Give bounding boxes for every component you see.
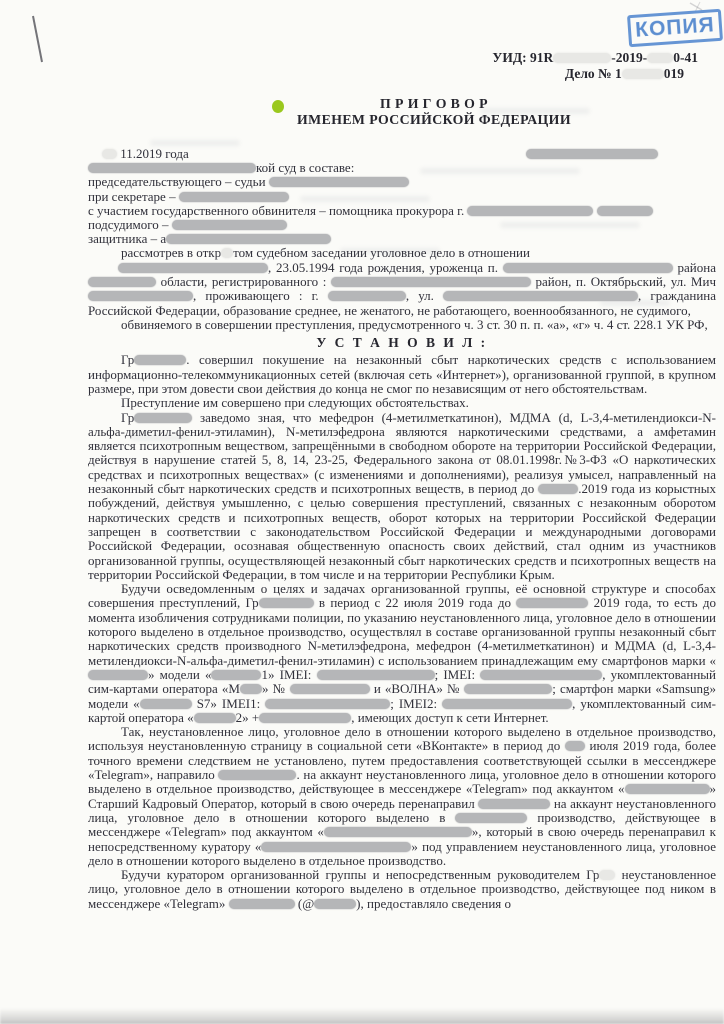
paragraph-2: Преступление им совершено при следующих обстоятельствах. — [121, 395, 469, 411]
redaction-blob — [331, 277, 531, 287]
lawyer-line: защитника – а — [88, 232, 716, 246]
date-line — [88, 147, 716, 161]
redaction-blob — [290, 684, 370, 694]
redaction-blob — [516, 598, 588, 608]
redaction-blob — [240, 684, 262, 694]
court-line: кой суд в составе: — [88, 161, 716, 175]
redaction-blob — [478, 799, 550, 809]
ustanovil-heading: У С Т А Н О В И Л : — [316, 335, 488, 351]
redaction-blob — [443, 291, 638, 301]
redaction-blob — [172, 220, 287, 230]
charge-paragraph: обвиняемого в совершении преступления, предусмотренного ч. 3 ст. 30 п. п. «а», «г» ч. 4 ст. 228.1 УК РФ, — [121, 316, 708, 332]
judge-line: председательствующего – судьи — [88, 175, 716, 189]
redaction-blob — [625, 784, 710, 794]
redaction-blob — [328, 291, 406, 301]
redaction-blob — [467, 206, 593, 216]
redaction-blob — [455, 813, 527, 823]
redaction-blob — [229, 899, 295, 909]
redaction-blob — [553, 53, 611, 63]
redaction-blob — [88, 277, 156, 287]
redaction-blob — [211, 670, 261, 680]
redaction-blob — [179, 192, 289, 202]
paragraph-6: Будучи куратором организованной группы и непосредственным руководителем Гр неустановленное лицо, уголовное дело в отношении которого выделено в отдельное производство, действующее под ником в мессенджере «Telegram» (@ ), предоставляло сведения о — [88, 867, 716, 911]
redaction-blob — [102, 149, 117, 159]
redaction-blob — [565, 741, 585, 751]
redaction-blob — [118, 263, 268, 273]
prosecutor-line: с участием государственного обвинителя – помощника прокурора г. — [88, 204, 716, 218]
redaction-blob — [599, 870, 615, 880]
redaction-blob — [259, 598, 314, 608]
highlight-dot — [272, 100, 284, 113]
defendant-bio-paragraph: , 23.05.1994 года рождения, уроженца п. района области, регистрированного : район, п. Октябрьский, ул. Мич, проживающего : г. , ул. , гражданина Российской Федерации, образование среднее, не женатого, не работающего, военнообязанного, не судимого, — [88, 259, 717, 318]
paragraph-3: Гр заведомо зная, что мефедрон (4-метилметкатинон), МДМА (d, L-3,4-метилендиокси-N-альфа-диметил-фенил-этиламин), N-метилэфедрона являются наркотическими средствами, а амфетамин является психотропным веществом, запрещёнными в свободном обороте на территории Российской Федерации, действуя в нарушение статей 5, 8, 14, 23-25, Федерального закона от 08.01.1998г.№3-ФЗ «О наркотических средствах и психотропных веществах» (с изменениями и дополнениями), реализуя умысел, направленный на незаконный сбыт наркотических средств и психотропных веществ, в период до .2019 года из корыстных побуждений, действуя умышленно, с целью совершения преступлений, связанных с незаконным оборотом наркотических средств и психотропных веществ, оборот которых на территории Российской Федерации запрещен в соответствии с законодательством Российской Федерации и международными договорами Российской Федерации, осознавая общественную опасность своих действий, стал одним из участников организованной группы, осуществляющей незаконный сбыт наркотических средств и психотропных веществ на территории Российской Федерации, в том числе и на территории Республики Крым. — [88, 409, 716, 582]
redaction-blob — [647, 53, 673, 63]
secretary-line: при секретаре – — [88, 190, 716, 204]
title-line-1: П Р И Г О В О Р — [380, 96, 488, 111]
title-line-2: ИМЕНЕМ РОССИЙСКОЙ ФЕДЕРАЦИИ — [297, 111, 571, 127]
line-right-part — [526, 147, 658, 161]
redaction-blob — [88, 291, 193, 301]
redaction-blob — [314, 899, 356, 909]
hearing-line: рассмотрев в откр том судебном заседании уголовное дело в отношении — [121, 245, 530, 261]
redaction-blob — [221, 248, 233, 258]
redaction-blob — [194, 713, 236, 723]
redaction-blob — [317, 670, 435, 680]
paragraph-4: Будучи осведомленным о целях и задачах организованной группы, её основной структуре и способах совершения преступлений, Гр в период с 22 июля 2019 года до 2019 года, то есть до момента изобличения сотрудниками полиции, по указанию неустановленного лица, уголовное дело в отношении которого выделено в отдельное производство, осуществлял в составе организованной группы незаконный сбыт наркотических средств производного N-метилэфедрона, мефедрон (4-метилметкатинон) и МДМА (d, L-3,4-метилендиокси-N-альфа-диметил-фенил-этиламин) с использованием принадлежащим ему смартфонов марки «» модели « 1» IMEI: ; IMEI: , укомплектованный сим-картами оператора «М » № и «ВОЛНА» № ; смартфон марки «Samsung» модели « S7» IMEI1: ; IMEI2: , укомплектованный сим-картой оператора « 2» + , имеющих доступ к сети Интернет. — [88, 581, 717, 725]
redaction-blob — [324, 827, 472, 837]
copy-stamp: КОПИЯ — [627, 9, 723, 47]
redaction-blob — [269, 177, 409, 187]
redaction-blob — [140, 699, 192, 709]
redaction-blob — [88, 670, 148, 680]
defendant-line: подсудимого – — [88, 218, 716, 232]
redaction-blob — [538, 484, 578, 494]
redaction-blob — [134, 413, 192, 423]
redaction-blob — [166, 234, 331, 244]
document-body — [88, 50, 716, 911]
redaction-blob — [503, 263, 673, 273]
case-number-line: Дело № 1 019 — [564, 66, 684, 81]
redaction-blob — [261, 842, 411, 852]
redaction-blob — [218, 770, 296, 780]
redaction-blob — [464, 684, 552, 694]
redaction-blob — [597, 206, 653, 216]
redaction-blob — [526, 149, 658, 159]
scan-shadow — [0, 1008, 724, 1024]
redaction-blob — [480, 670, 602, 680]
redaction-blob — [134, 355, 186, 365]
redaction-blob — [265, 699, 390, 709]
redaction-blob — [622, 69, 664, 79]
uid-line: УИД: 91R -2019- 0-41 — [492, 50, 698, 65]
redaction-blob — [442, 699, 572, 709]
line-left-part: 11.2019 года — [102, 147, 189, 161]
paragraph-1: Гр . совершил покушение на незаконный сбыт наркотических средств с использованием информационно-телекоммуникационных сетей (включая сеть «Интернет»), организованной группой, в крупном размере, при этом довести свои действия до конца не смог по независящим от него обстоятельствам. — [88, 352, 716, 396]
redaction-blob — [259, 713, 351, 723]
paragraph-5: Так, неустановленное лицо, уголовное дело в отношении которого выделено в отдельное производство, используя неустановленную страницу в социальной сети «ВКонтакте» в период до июля 2019 года, более точного времени следствием не установлено, путем предоставления соответствующей ссылки в мессенджере «Telegram», направило . на аккаунт неустановленного лица, уголовное дело в отношении которого выделено в отдельное производство, действующее в мессенджере «Telegram» под аккаунтом « » Старший Кадровый Оператор, который в свою очередь перенаправил на аккаунт неустановленного лица, уголовное дело в отношении которого выделено в производство, действующее в мессенджере «Telegram» под аккаунтом « », который в свою очередь перенаправил к непосредственному куратору « » под управлением неустановленного лица, уголовное дело в отношении которого выделено в отдельное производство. — [88, 724, 717, 868]
redaction-blob — [88, 163, 256, 173]
